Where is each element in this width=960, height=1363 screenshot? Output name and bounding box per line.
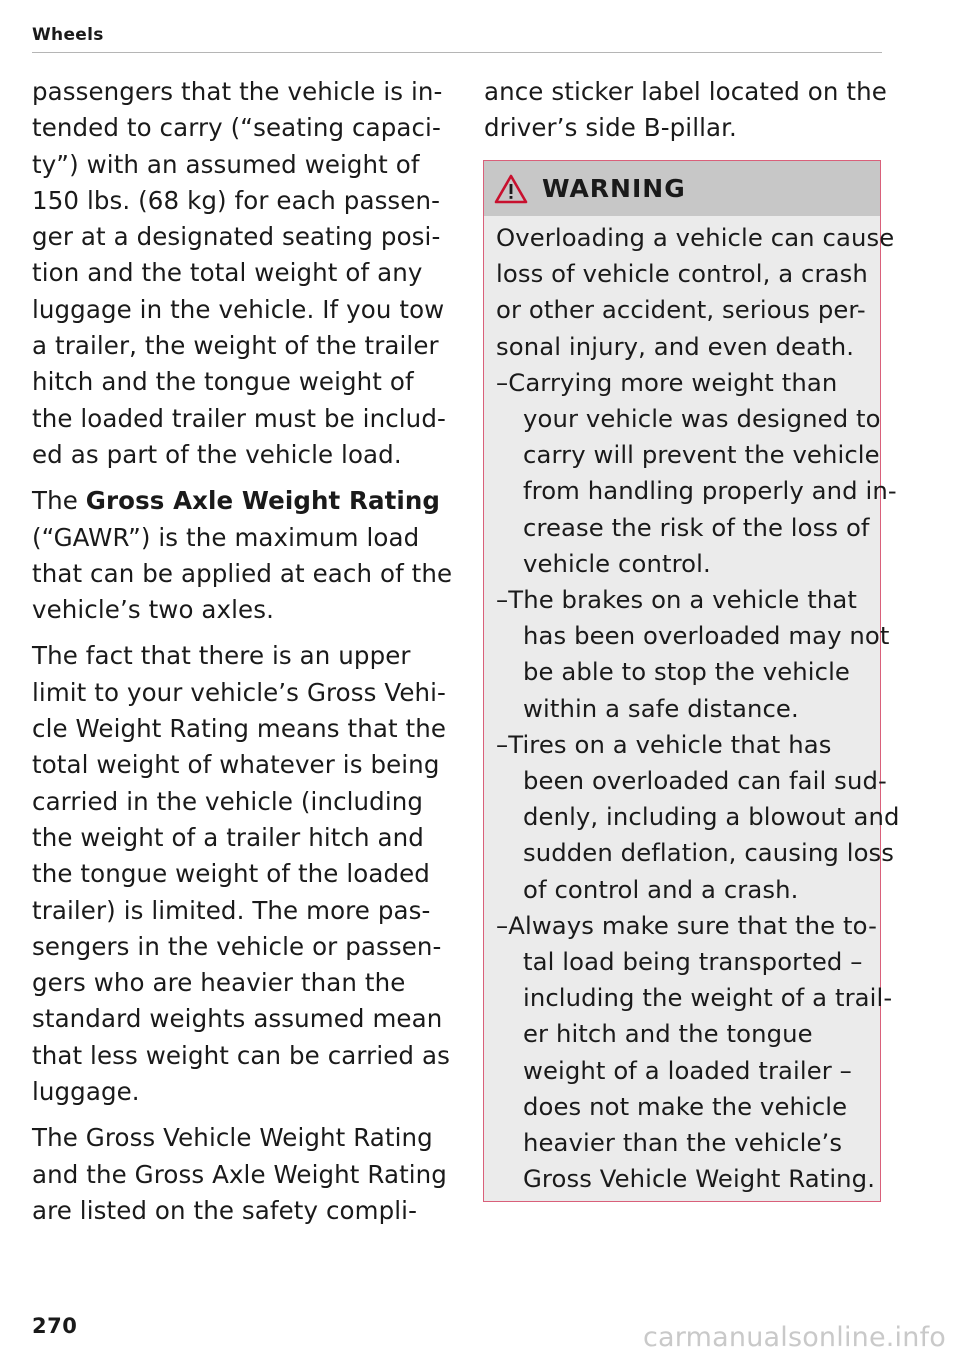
text-line: sengers in the vehicle or passen- <box>32 931 442 961</box>
text-line: tion and the total weight of any <box>32 258 423 288</box>
text-line: passengers that the vehicle is in- <box>32 77 443 106</box>
bullet-line: heavier than the vehicle’s <box>523 1128 843 1158</box>
warning-bullet <box>496 908 893 1198</box>
text-line: The Gross Vehicle Weight Rating <box>32 1123 433 1153</box>
bullet-line: er hitch and the tongue <box>523 1019 813 1049</box>
bullet-line: weight of a loaded trailer – <box>523 1055 852 1085</box>
text-line: or other accident, serious per- <box>496 295 866 325</box>
text-line: hitch and the tongue weight of <box>32 367 414 397</box>
text-line: trailer) is limited. The more pas- <box>32 895 431 925</box>
bullet-first-line: –Always make sure that the to- <box>496 910 877 940</box>
bullet-line: denly, including a blowout and <box>523 802 900 832</box>
page-number: 270 <box>32 1314 78 1338</box>
warning-box <box>483 160 900 1202</box>
text-line: are listed on the safety compli- <box>32 1195 418 1225</box>
bullet-line: including the weight of a trail- <box>523 983 893 1013</box>
text-line: Overloading a vehicle can cause <box>496 223 895 252</box>
warning-bullet <box>496 582 890 727</box>
bullet-first-line: –Tires on a vehicle that has <box>496 729 832 759</box>
text-line: 150 lbs. (68 kg) for each passen- <box>32 185 441 215</box>
text-line: total weight of whatever is being <box>32 750 440 780</box>
right-column <box>484 74 887 157</box>
bold-term: Gross Axle Weight Rating <box>85 486 441 516</box>
bullet-line: your vehicle was designed to <box>523 404 881 434</box>
text-line: gers who are heavier than the <box>32 968 406 998</box>
text-line: ger at a designated seating posi- <box>32 222 441 252</box>
text-line <box>32 483 452 519</box>
watermark: carmanualsonline.info <box>643 1322 946 1353</box>
text-line: The fact that there is an upper <box>32 641 411 671</box>
warning-header <box>484 161 880 216</box>
bullet-line: been overloaded can fail sud- <box>523 766 887 796</box>
text-line: (“GAWR”) is the maximum load <box>32 522 420 552</box>
paragraph-seating-capacity <box>32 74 452 473</box>
text-line: luggage. <box>32 1077 140 1107</box>
bullet-line: has been overloaded may not <box>523 621 890 651</box>
text-line: driver’s side B-pillar. <box>484 113 737 143</box>
text-line: limit to your vehicle’s Gross Vehi- <box>32 677 446 707</box>
text-line: that less weight can be carried as <box>32 1040 450 1070</box>
text-prefix: The <box>32 486 86 516</box>
paragraph-sticker-continued <box>484 74 887 147</box>
bullet-line: carry will prevent the vehicle <box>523 440 880 470</box>
text-line: luggage in the vehicle. If you tow <box>32 294 445 324</box>
text-line: vehicle’s two axles. <box>32 595 274 625</box>
warning-bullet <box>496 727 900 908</box>
text-line: the tongue weight of the loaded <box>32 859 430 889</box>
bullet-line: within a safe distance. <box>523 693 799 723</box>
text-line: sonal injury, and even death. <box>496 331 855 361</box>
bullet-line: be able to stop the vehicle <box>523 657 850 687</box>
bullet-line: from handling properly and in- <box>523 476 897 506</box>
bullet-line: Gross Vehicle Weight Rating. <box>523 1164 876 1194</box>
text-line: ed as part of the vehicle load. <box>32 439 402 469</box>
warning-title: WARNING <box>542 174 686 203</box>
text-line: that can be applied at each of the <box>32 558 453 588</box>
section-title: Wheels <box>32 25 104 45</box>
bullet-first-line: –Carrying more weight than <box>496 367 838 397</box>
bullet-line: vehicle control. <box>523 548 711 578</box>
text-line: a trailer, the weight of the trailer <box>32 331 439 361</box>
text-line: tended to carry (“seating capaci- <box>32 113 441 143</box>
text-line: loss of vehicle control, a crash <box>496 259 868 289</box>
warning-body <box>484 216 900 1197</box>
warning-triangle-icon <box>494 174 528 204</box>
bullet-first-line: –The brakes on a vehicle that <box>496 585 857 615</box>
text-line: cle Weight Rating means that the <box>32 714 447 744</box>
text-line: ance sticker label located on the <box>484 77 887 106</box>
text-line: carried in the vehicle (including <box>32 786 424 816</box>
text-line: ty”) with an assumed weight of <box>32 149 420 179</box>
paragraph-upper-limit <box>32 638 452 1110</box>
bullet-line: tal load being transported – <box>523 947 863 977</box>
text-line: the loaded trailer must be includ- <box>32 403 446 433</box>
bullet-line: crease the risk of the loss of <box>523 512 870 542</box>
text-line: and the Gross Axle Weight Rating <box>32 1159 447 1189</box>
warning-bullet <box>496 365 897 582</box>
left-column <box>32 74 452 1239</box>
paragraph-ratings-listed <box>32 1120 452 1229</box>
text-line: the weight of a trailer hitch and <box>32 822 424 852</box>
bullet-line: sudden deflation, causing loss <box>523 838 895 868</box>
page-header <box>32 22 882 53</box>
warning-intro <box>496 220 895 365</box>
text-line: standard weights assumed mean <box>32 1004 443 1034</box>
bullet-line: of control and a crash. <box>523 874 799 904</box>
bullet-line: does not make the vehicle <box>523 1091 848 1121</box>
paragraph-gawr <box>32 483 452 628</box>
